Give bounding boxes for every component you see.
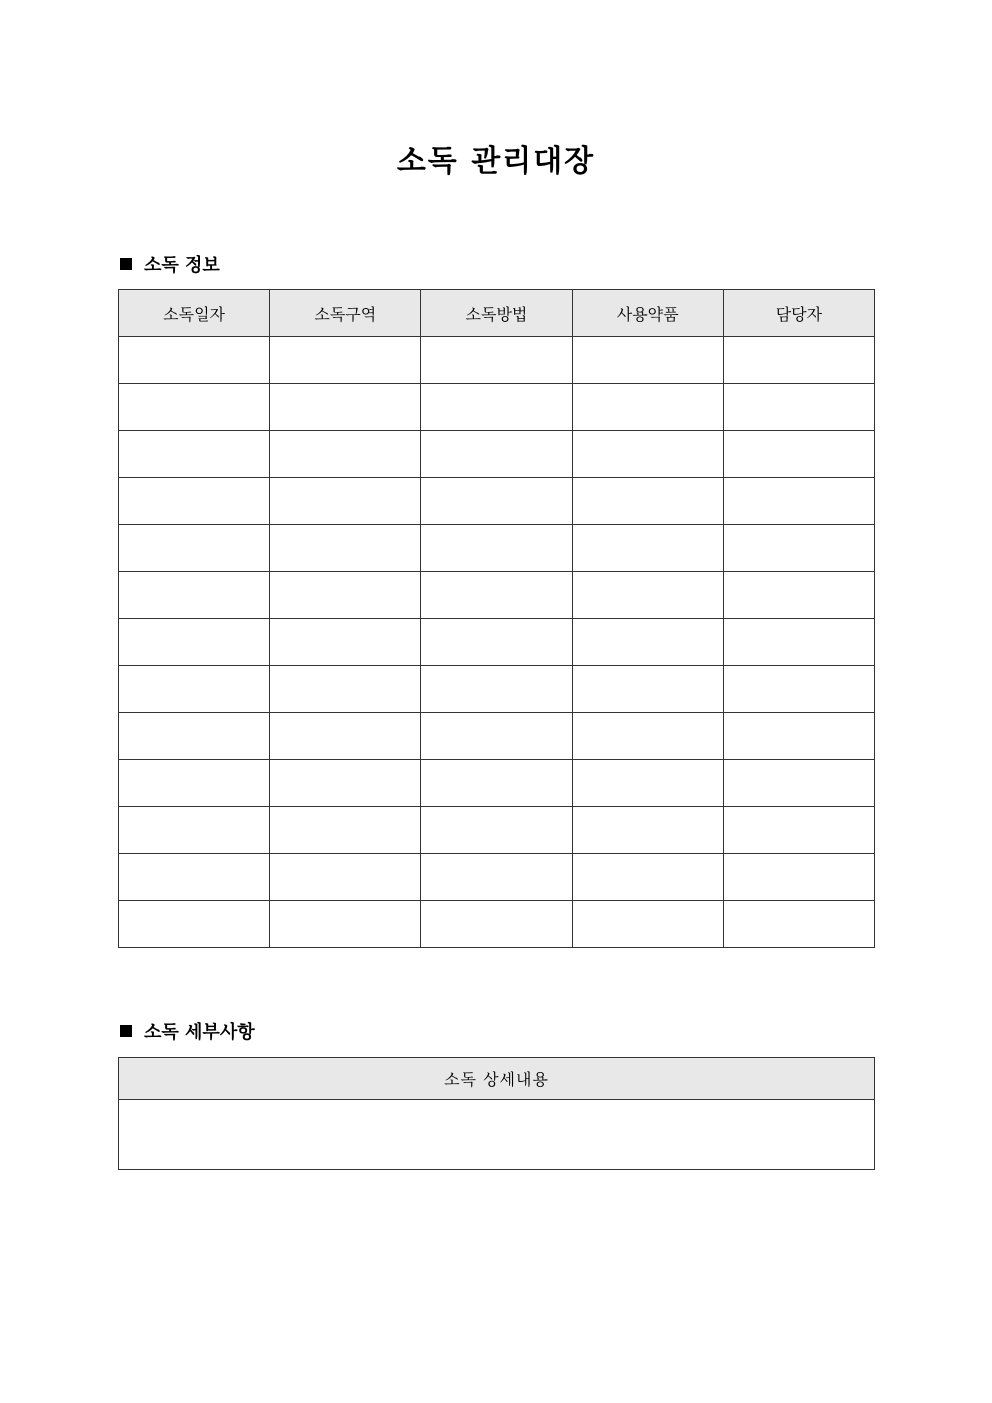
cell-date[interactable] [119,572,270,619]
cell-manager[interactable] [723,666,874,713]
cell-area[interactable] [270,478,421,525]
cell-area[interactable] [270,713,421,760]
table-header-row [119,290,875,337]
cell-date[interactable] [119,337,270,384]
cell-method[interactable] [421,854,572,901]
cell-manager[interactable] [723,572,874,619]
cell-method[interactable] [421,384,572,431]
table-row [119,525,875,572]
cell-area[interactable] [270,760,421,807]
cell-chemical[interactable] [572,431,723,478]
cell-area[interactable] [270,619,421,666]
table-row [119,619,875,666]
cell-area[interactable] [270,854,421,901]
cell-chemical[interactable] [572,807,723,854]
table-row [119,713,875,760]
table-row [119,337,875,384]
cell-date[interactable] [119,901,270,948]
cell-chemical[interactable] [572,854,723,901]
detail-content-cell[interactable] [119,1100,875,1170]
cell-chemical[interactable] [572,619,723,666]
square-bullet-icon [120,1025,132,1037]
cell-area[interactable] [270,572,421,619]
cell-method[interactable] [421,478,572,525]
cell-method[interactable] [421,666,572,713]
disinfection-info-table [118,289,875,948]
cell-chemical[interactable] [572,572,723,619]
cell-chemical[interactable] [572,337,723,384]
cell-area[interactable] [270,807,421,854]
disinfection-detail-table [118,1057,875,1170]
cell-date[interactable] [119,431,270,478]
cell-manager[interactable] [723,901,874,948]
cell-date[interactable] [119,713,270,760]
cell-method[interactable] [421,760,572,807]
table-row [119,384,875,431]
section-heading-detail-label: 소독 세부사항 [144,1022,255,1043]
cell-chemical[interactable] [572,901,723,948]
cell-date[interactable] [119,619,270,666]
detail-header: 소독 상세내용 [119,1058,875,1100]
cell-method[interactable] [421,619,572,666]
cell-manager[interactable] [723,431,874,478]
section-heading-detail [120,1019,255,1043]
cell-date[interactable] [119,760,270,807]
cell-area[interactable] [270,384,421,431]
cell-manager[interactable] [723,713,874,760]
cell-method[interactable] [421,713,572,760]
cell-area[interactable] [270,901,421,948]
cell-manager[interactable] [723,337,874,384]
table-row [119,666,875,713]
table-row [119,807,875,854]
cell-method[interactable] [421,525,572,572]
table-row [119,854,875,901]
table-row [119,478,875,525]
column-header-date: 소독일자 [119,290,270,337]
section-heading-info-label: 소독 정보 [144,255,220,276]
cell-date[interactable] [119,384,270,431]
cell-chemical[interactable] [572,478,723,525]
cell-chemical[interactable] [572,760,723,807]
cell-area[interactable] [270,525,421,572]
cell-date[interactable] [119,478,270,525]
cell-area[interactable] [270,431,421,478]
section-heading-info [120,252,220,276]
table-row [119,901,875,948]
cell-chemical[interactable] [572,384,723,431]
column-header-area: 소독구역 [270,290,421,337]
cell-method[interactable] [421,572,572,619]
cell-date[interactable] [119,854,270,901]
cell-manager[interactable] [723,384,874,431]
cell-date[interactable] [119,807,270,854]
cell-method[interactable] [421,431,572,478]
cell-manager[interactable] [723,807,874,854]
square-bullet-icon [120,258,132,270]
cell-area[interactable] [270,666,421,713]
table-row [119,572,875,619]
cell-manager[interactable] [723,478,874,525]
cell-manager[interactable] [723,525,874,572]
table-row [119,760,875,807]
table-row [119,431,875,478]
cell-manager[interactable] [723,760,874,807]
cell-method[interactable] [421,807,572,854]
cell-manager[interactable] [723,854,874,901]
cell-area[interactable] [270,337,421,384]
cell-method[interactable] [421,337,572,384]
cell-chemical[interactable] [572,713,723,760]
cell-chemical[interactable] [572,666,723,713]
cell-method[interactable] [421,901,572,948]
cell-manager[interactable] [723,619,874,666]
cell-date[interactable] [119,666,270,713]
cell-date[interactable] [119,525,270,572]
column-header-manager: 담당자 [723,290,874,337]
column-header-method: 소독방법 [421,290,572,337]
column-header-chemical: 사용약품 [572,290,723,337]
page-title: 소독 관리대장 [396,144,596,179]
cell-chemical[interactable] [572,525,723,572]
